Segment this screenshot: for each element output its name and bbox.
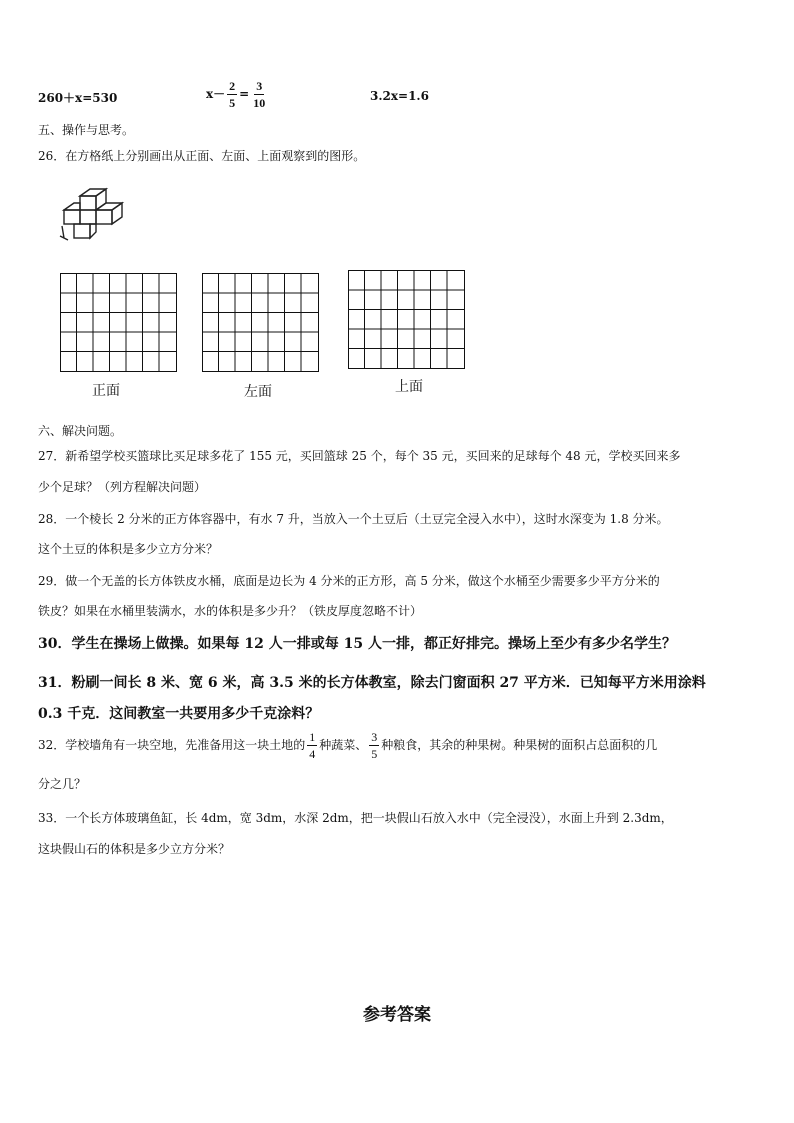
question-32-part-3: 种粮食，其余的种果树。种果树的面积占总面积的几 <box>381 738 658 752</box>
equation-1: 260＋x=530 <box>38 91 118 105</box>
equation-2-prefix: x－ <box>206 87 226 101</box>
equation-2-equals: = <box>239 87 250 101</box>
question-29-line-1: 29．做一个无盖的长方体铁皮水桶，底面是边长为 4 分米的正方形，高 5 分米，做这个水桶至少需要多少平方分米的 <box>38 574 660 588</box>
equation-3: 3.2x=1.6 <box>370 89 429 103</box>
fraction-1-4: $\frac{1}{4}$ <box>309 730 316 761</box>
question-28-line-2: 这个土豆的体积是多少立方分米？ <box>38 542 219 556</box>
question-32-line-2: 分之几？ <box>38 777 87 791</box>
question-29-line-2: 铁皮？如果在水桶里装满水，水的体积是多少升？（铁皮厚度忽略不计） <box>38 604 423 618</box>
grid-front[interactable] <box>60 273 177 372</box>
grid-top[interactable] <box>348 270 465 369</box>
question-31-line-2: 0.3 千克．这间教室一共要用多少千克涂料？ <box>38 706 320 722</box>
section-5-heading: 五、操作与思考。 <box>38 123 135 137</box>
question-32-part-1: 32．学校墙角有一块空地，先准备用这一块土地的 <box>38 738 306 752</box>
question-28-line-1: 28．一个棱长 2 分米的正方体容器中，有水 7 升，当放入一个土豆后（土豆完全浸入水中），这时水深变为 1.8 分米。 <box>38 512 669 526</box>
question-33-line-2: 这块假山石的体积是多少立方分米？ <box>38 842 231 856</box>
fraction-2-5: $\frac{2}{5}$ <box>229 79 236 110</box>
grid-left[interactable] <box>202 273 319 372</box>
question-31-line-1: 31．粉刷一间长 8 米、宽 6 米，高 3.5 米的长方体教室，除去门窗面积 27 平方米．已知每平方米用涂料 <box>38 675 706 691</box>
grid-label-left: 左面 <box>244 384 272 400</box>
section-6-heading: 六、解决问题。 <box>38 424 123 438</box>
question-26: 26．在方格纸上分别画出从正面、左面、上面观察到的图形。 <box>38 149 366 163</box>
fraction-3-5: $\frac{3}{5}$ <box>371 730 378 761</box>
equation-2 <box>206 80 269 109</box>
question-32-part-2: 种蔬菜、 <box>319 738 368 752</box>
question-30: 30．学生在操场上做操。如果每 12 人一排或每 15 人一排，都正好排完。操场上至少有多少名学生？ <box>38 636 676 652</box>
question-27-line-1: 27．新希望学校买篮球比买足球多花了 155 元，买回篮球 25 个，每个 35 元，买回来的足球每个 48 元，学校买回来多 <box>38 449 681 463</box>
question-33-line-1: 33．一个长方体玻璃鱼缸，长 4dm，宽 3dm，水深 2dm，把一块假山石放入水中（完全浸没），水面上升到 2.3dm， <box>38 811 673 825</box>
answer-key-heading: 参考答案 <box>363 1005 431 1025</box>
fraction-3-10: $\frac{3}{10}$ <box>253 79 266 110</box>
cube-stack-figure <box>58 186 128 250</box>
question-32-line-1 <box>38 731 657 760</box>
question-27-line-2: 少个足球？（列方程解决问题） <box>38 480 207 494</box>
grid-label-top: 上面 <box>395 379 423 395</box>
grid-label-front: 正面 <box>92 383 120 399</box>
